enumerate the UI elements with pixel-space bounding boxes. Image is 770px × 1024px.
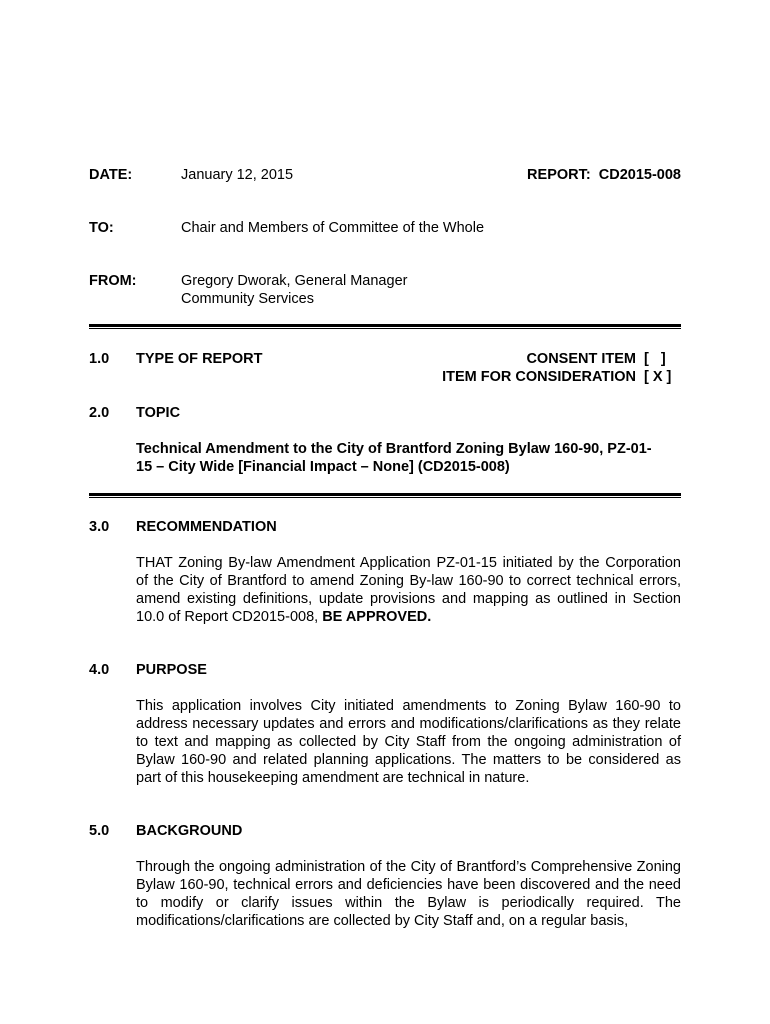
consideration-item-label: ITEM FOR CONSIDERATION	[442, 369, 636, 385]
background-paragraph: Through the ongoing administration of the City of Brantford’s Comprehensive Zoning Bylaw 160-90, technical errors and deficiencies have been discovered and the need to modify or clarify issues within the Bylaw is periodically required. The modifications/clarifications are collected by City Staff and, on a regular basis,	[136, 859, 681, 929]
section-5-number: 5.0	[89, 823, 110, 839]
section-3-title: RECOMMENDATION	[136, 519, 277, 535]
to-value: Chair and Members of Committee of the Whole	[181, 220, 485, 236]
to-label: TO:	[89, 220, 114, 236]
section-2-number: 2.0	[89, 405, 110, 421]
section-5-title: BACKGROUND	[136, 823, 243, 839]
section-3-number: 3.0	[89, 519, 110, 535]
from-line-1: Gregory Dworak, General Manager	[181, 273, 408, 289]
section-1-title: TYPE OF REPORT	[136, 351, 263, 367]
topic-line-2: 15 – City Wide [Financial Impact – None] (CD2015-008)	[136, 459, 510, 475]
from-label: FROM:	[89, 273, 137, 289]
recommendation-paragraph	[136, 554, 681, 626]
topic-line-1: Technical Amendment to the City of Brantford Zoning Bylaw 160-90, PZ-01-	[136, 441, 652, 457]
recommendation-approval: BE APPROVED.	[322, 609, 432, 625]
from-line-2: Community Services	[181, 291, 314, 307]
date-value: January 12, 2015	[181, 167, 294, 183]
divider-top	[89, 324, 681, 329]
divider-middle	[89, 493, 681, 498]
consent-item-label: CONSENT ITEM	[526, 351, 636, 367]
section-1-number: 1.0	[89, 351, 110, 367]
section-4-number: 4.0	[89, 662, 110, 678]
recommendation-text: THAT Zoning By-law Amendment Application PZ-01-15 initiated by the Corporation of the City of Brantford to amend Zoning By-law 160-90 to correct technical errors, amend existing definitions, update provisions and mapping as outlined in Section 10.0 of Report CD2015-008,	[136, 555, 681, 625]
purpose-paragraph: This application involves City initiated amendments to Zoning Bylaw 160-90 to address necessary updates and errors and modifications/clarifications as they relate to text and mapping as collected by City Staff from the ongoing administration of Bylaw 160-90 and related planning applications. The matters to be considered as part of this housekeeping amendment are technical in nature.	[136, 698, 681, 786]
report-label: REPORT:	[527, 167, 591, 183]
consideration-item-checkbox: [ X ]	[644, 369, 672, 385]
report-number	[527, 166, 681, 184]
section-2-title: TOPIC	[136, 405, 181, 421]
date-label: DATE:	[89, 167, 133, 183]
consent-item-checkbox: [ ]	[644, 351, 666, 367]
report-value: CD2015-008	[598, 167, 681, 183]
section-4-title: PURPOSE	[136, 662, 207, 678]
